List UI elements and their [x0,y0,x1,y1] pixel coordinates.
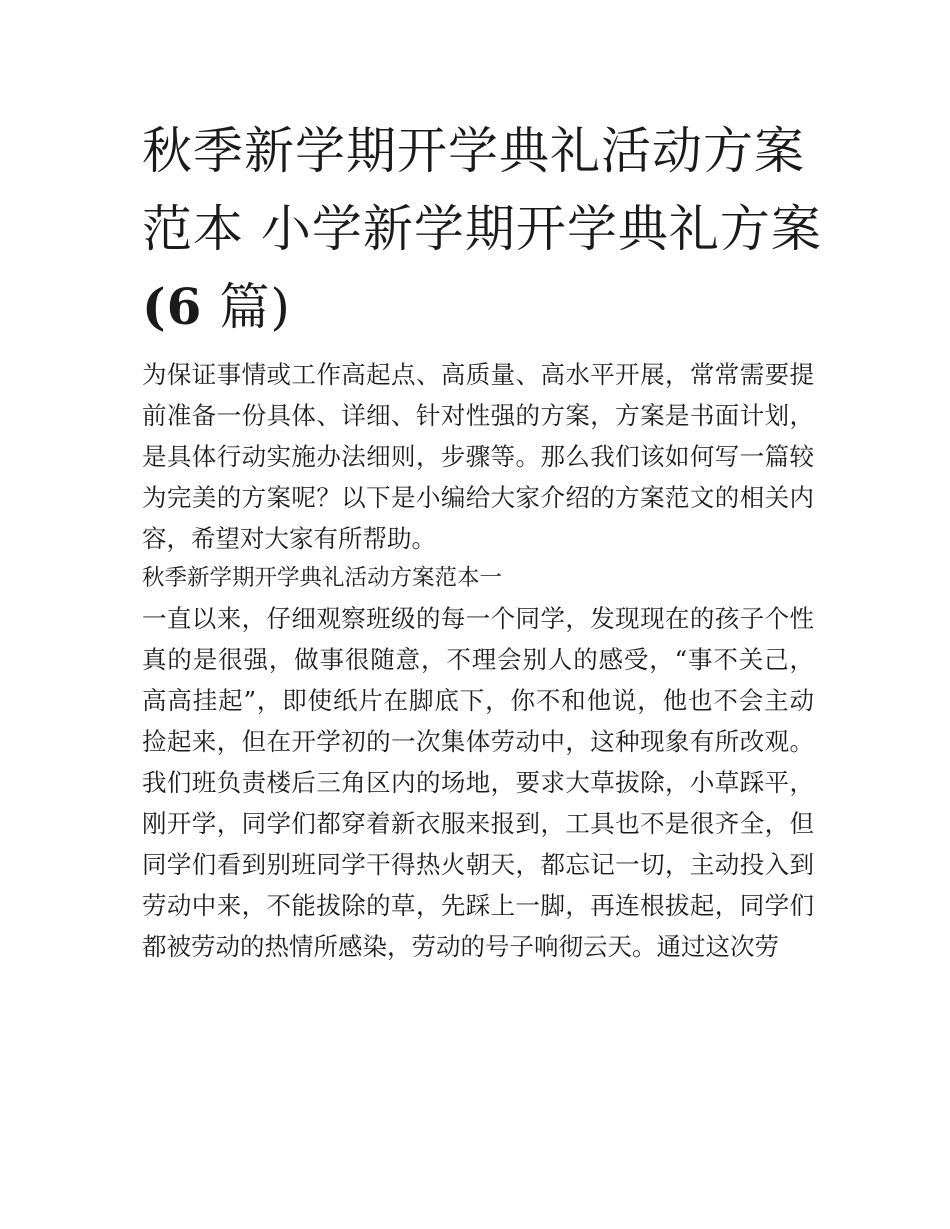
section-line: 劳动中来，不能拔除的草，先踩上一脚，再连根拔起，同学们 [142,891,814,920]
title-count: 6 [166,277,203,336]
section-line: 高高挂起”，即使纸片在脚底下，你不和他说，他也不会主动 [142,686,814,715]
intro-paragraph [142,354,814,559]
title-line-2: 范本 小学新学期开学典礼方案 [142,200,822,258]
document-title [142,112,822,346]
section-line: 一直以来，仔细观察班级的每一个同学，发现现在的孩子个性 [142,604,814,633]
section-paragraph [142,598,814,967]
intro-line: 为保证事情或工作高起点、高质量、高水平开展，常常需要提 [142,360,814,389]
section-line: 真的是很强，做事很随意，不理会别人的感受，“事不关己， [142,645,814,674]
title-line-3 [142,268,814,346]
title-count-suffix: 篇) [202,278,291,336]
section-line: 刚开学，同学们都穿着新衣服来报到，工具也不是很齐全，但 [142,809,814,838]
section-line: 捡起来，但在开学初的一次集体劳动中，这种现象有所改观。 [142,727,814,756]
intro-line: 为完美的方案呢？以下是小编给大家介绍的方案范文的相关内 [142,483,814,512]
title-paren-open: ( [142,277,167,336]
section-line: 同学们看到别班同学干得热火朝天，都忘记一切，主动投入到 [142,850,814,879]
document-page [142,112,822,967]
section-heading: 秋季新学期开学典礼活动方案范本一 [142,565,503,591]
title-line-1: 秋季新学期开学典礼活动方案 [142,122,805,180]
section-line: 都被劳动的热情所感染，劳动的号子响彻云天。通过这次劳 [142,932,779,961]
intro-line: 是具体行动实施办法细则，步骤等。那么我们该如何写一篇较 [142,442,814,471]
document-body [142,354,814,967]
intro-line: 容，希望对大家有所帮助。 [142,524,436,553]
intro-line: 前准备一份具体、详细、针对性强的方案，方案是书面计划， [142,401,814,430]
section-line: 我们班负责楼后三角区内的场地，要求大草拔除，小草踩平， [142,768,814,797]
